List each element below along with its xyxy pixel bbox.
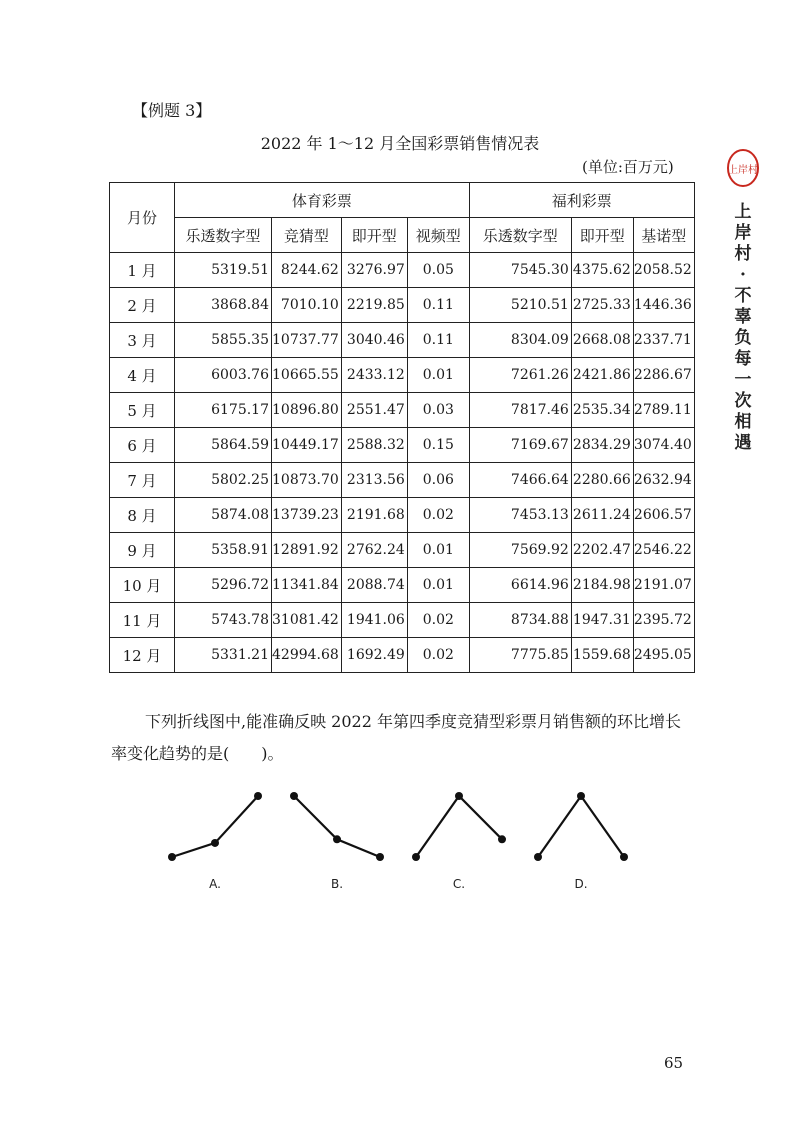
option-label: C. bbox=[452, 877, 466, 891]
table-row bbox=[110, 288, 695, 323]
value-cell: 2551.47 bbox=[341, 393, 407, 428]
value-cell: 10873.70 bbox=[272, 463, 342, 498]
value-cell: 3074.40 bbox=[633, 428, 694, 463]
value-cell: 7010.10 bbox=[272, 288, 342, 323]
value-cell: 1692.49 bbox=[341, 638, 407, 673]
column-header: 即开型 bbox=[341, 218, 407, 253]
value-cell: 7569.92 bbox=[469, 533, 571, 568]
value-cell: 5296.72 bbox=[175, 568, 272, 603]
value-cell: 6003.76 bbox=[175, 358, 272, 393]
value-cell: 5331.21 bbox=[175, 638, 272, 673]
option-chart-c[interactable] bbox=[412, 792, 506, 891]
header-month: 月份 bbox=[110, 183, 175, 253]
month-cell: 6 月 bbox=[110, 428, 175, 463]
value-cell: 0.02 bbox=[407, 638, 469, 673]
table-row bbox=[110, 358, 695, 393]
value-cell: 0.01 bbox=[407, 568, 469, 603]
value-cell: 31081.42 bbox=[272, 603, 342, 638]
header-welfare-lottery: 福利彩票 bbox=[469, 183, 694, 218]
value-cell: 6614.96 bbox=[469, 568, 571, 603]
value-cell: 3040.46 bbox=[341, 323, 407, 358]
question-text bbox=[111, 706, 691, 770]
trend-point bbox=[534, 853, 542, 861]
value-cell: 3276.97 bbox=[341, 253, 407, 288]
value-cell: 2313.56 bbox=[341, 463, 407, 498]
value-cell: 1559.68 bbox=[571, 638, 633, 673]
value-cell: 2611.24 bbox=[571, 498, 633, 533]
table-row bbox=[110, 428, 695, 463]
value-cell: 2606.57 bbox=[633, 498, 694, 533]
value-cell: 5319.51 bbox=[175, 253, 272, 288]
value-cell: 2191.68 bbox=[341, 498, 407, 533]
column-header: 乐透数字型 bbox=[175, 218, 272, 253]
trend-point bbox=[211, 839, 219, 847]
slogan-char: 每 bbox=[734, 349, 752, 369]
trend-point bbox=[577, 792, 585, 800]
example-heading: 【例题 3】 bbox=[132, 101, 212, 120]
lottery-sales-table bbox=[109, 182, 695, 673]
slogan-char: 不 bbox=[734, 286, 752, 306]
trend-point bbox=[333, 835, 341, 843]
value-cell: 7545.30 bbox=[469, 253, 571, 288]
value-cell: 5743.78 bbox=[175, 603, 272, 638]
value-cell: 1941.06 bbox=[341, 603, 407, 638]
column-header: 乐透数字型 bbox=[469, 218, 571, 253]
value-cell: 2632.94 bbox=[633, 463, 694, 498]
value-cell: 6175.17 bbox=[175, 393, 272, 428]
month-cell: 9 月 bbox=[110, 533, 175, 568]
trend-line bbox=[294, 796, 380, 857]
value-cell: 2421.86 bbox=[571, 358, 633, 393]
trend-line bbox=[416, 796, 502, 857]
value-cell: 10896.80 bbox=[272, 393, 342, 428]
side-brand bbox=[723, 148, 763, 454]
value-cell: 2668.08 bbox=[571, 323, 633, 358]
slogan-char: 次 bbox=[734, 391, 752, 411]
value-cell: 5358.91 bbox=[175, 533, 272, 568]
table-title: 2022 年 1～12 月全国彩票销售情况表 bbox=[260, 134, 540, 153]
slogan-char: 负 bbox=[734, 328, 752, 348]
option-label: A. bbox=[209, 877, 221, 891]
value-cell: 0.01 bbox=[407, 533, 469, 568]
value-cell: 0.11 bbox=[407, 288, 469, 323]
month-cell: 1 月 bbox=[110, 253, 175, 288]
value-cell: 2725.33 bbox=[571, 288, 633, 323]
value-cell: 2191.07 bbox=[633, 568, 694, 603]
value-cell: 2834.29 bbox=[571, 428, 633, 463]
value-cell: 5210.51 bbox=[469, 288, 571, 323]
trend-point bbox=[254, 792, 262, 800]
brand-slogan bbox=[723, 202, 763, 454]
value-cell: 13739.23 bbox=[272, 498, 342, 533]
slogan-char: · bbox=[740, 265, 746, 285]
value-cell: 11341.84 bbox=[272, 568, 342, 603]
column-header: 基诺型 bbox=[633, 218, 694, 253]
table-row bbox=[110, 323, 695, 358]
question-line-1: 下列折线图中,能准确反映 2022 年第四季度竞猜型彩票月销售额的环比增长 bbox=[145, 712, 681, 731]
trend-point bbox=[376, 853, 384, 861]
trend-line bbox=[172, 796, 258, 857]
value-cell: 8304.09 bbox=[469, 323, 571, 358]
value-cell: 7453.13 bbox=[469, 498, 571, 533]
value-cell: 10449.17 bbox=[272, 428, 342, 463]
value-cell: 0.03 bbox=[407, 393, 469, 428]
value-cell: 0.01 bbox=[407, 358, 469, 393]
column-header: 竞猜型 bbox=[272, 218, 342, 253]
header-sports-lottery: 体育彩票 bbox=[175, 183, 470, 218]
value-cell: 2495.05 bbox=[633, 638, 694, 673]
slogan-char: 遇 bbox=[734, 433, 752, 453]
value-cell: 10737.77 bbox=[272, 323, 342, 358]
month-cell: 10 月 bbox=[110, 568, 175, 603]
value-cell: 2546.22 bbox=[633, 533, 694, 568]
table-row bbox=[110, 393, 695, 428]
value-cell: 0.02 bbox=[407, 603, 469, 638]
value-cell: 0.11 bbox=[407, 323, 469, 358]
trend-point bbox=[620, 853, 628, 861]
value-cell: 8244.62 bbox=[272, 253, 342, 288]
column-header: 视频型 bbox=[407, 218, 469, 253]
table-row bbox=[110, 498, 695, 533]
slogan-char: 岸 bbox=[734, 223, 752, 243]
value-cell: 2337.71 bbox=[633, 323, 694, 358]
month-cell: 8 月 bbox=[110, 498, 175, 533]
value-cell: 2433.12 bbox=[341, 358, 407, 393]
value-cell: 7169.67 bbox=[469, 428, 571, 463]
value-cell: 2058.52 bbox=[633, 253, 694, 288]
value-cell: 2280.66 bbox=[571, 463, 633, 498]
slogan-char: 上 bbox=[734, 202, 752, 222]
value-cell: 10665.55 bbox=[272, 358, 342, 393]
value-cell: 7817.46 bbox=[469, 393, 571, 428]
option-chart-a[interactable] bbox=[168, 792, 262, 891]
value-cell: 2088.74 bbox=[341, 568, 407, 603]
value-cell: 5802.25 bbox=[175, 463, 272, 498]
trend-point bbox=[168, 853, 176, 861]
month-cell: 5 月 bbox=[110, 393, 175, 428]
value-cell: 0.06 bbox=[407, 463, 469, 498]
option-label: D. bbox=[574, 877, 588, 891]
page-number: 65 bbox=[664, 1054, 684, 1072]
month-cell: 4 月 bbox=[110, 358, 175, 393]
value-cell: 2202.47 bbox=[571, 533, 633, 568]
value-cell: 0.15 bbox=[407, 428, 469, 463]
brand-logo-text: 上岸村 bbox=[728, 165, 758, 176]
value-cell: 8734.88 bbox=[469, 603, 571, 638]
slogan-char: 相 bbox=[734, 412, 752, 432]
trend-point bbox=[498, 835, 506, 843]
value-cell: 7261.26 bbox=[469, 358, 571, 393]
slogan-char: 村 bbox=[734, 244, 752, 264]
table-row bbox=[110, 638, 695, 673]
value-cell: 4375.62 bbox=[571, 253, 633, 288]
month-cell: 11 月 bbox=[110, 603, 175, 638]
trend-point bbox=[290, 792, 298, 800]
value-cell: 1446.36 bbox=[633, 288, 694, 323]
value-cell: 7775.85 bbox=[469, 638, 571, 673]
value-cell: 0.02 bbox=[407, 498, 469, 533]
value-cell: 7466.64 bbox=[469, 463, 571, 498]
value-cell: 42994.68 bbox=[272, 638, 342, 673]
value-cell: 2219.85 bbox=[341, 288, 407, 323]
month-cell: 3 月 bbox=[110, 323, 175, 358]
value-cell: 5855.35 bbox=[175, 323, 272, 358]
option-chart-b[interactable] bbox=[290, 792, 384, 891]
trend-point bbox=[412, 853, 420, 861]
month-cell: 12 月 bbox=[110, 638, 175, 673]
value-cell: 12891.92 bbox=[272, 533, 342, 568]
column-header: 即开型 bbox=[571, 218, 633, 253]
value-cell: 5864.59 bbox=[175, 428, 272, 463]
brand-logo bbox=[725, 148, 761, 188]
answer-options-figure bbox=[0, 770, 800, 900]
table-row bbox=[110, 463, 695, 498]
month-cell: 7 月 bbox=[110, 463, 175, 498]
value-cell: 2184.98 bbox=[571, 568, 633, 603]
trend-line bbox=[538, 796, 624, 857]
option-chart-d[interactable] bbox=[534, 792, 628, 891]
value-cell: 2789.11 bbox=[633, 393, 694, 428]
month-cell: 2 月 bbox=[110, 288, 175, 323]
table-row bbox=[110, 533, 695, 568]
option-label: B. bbox=[330, 877, 344, 891]
value-cell: 2762.24 bbox=[341, 533, 407, 568]
trend-point bbox=[455, 792, 463, 800]
value-cell: 2286.67 bbox=[633, 358, 694, 393]
value-cell: 5874.08 bbox=[175, 498, 272, 533]
question-line-2: 率变化趋势的是( )。 bbox=[111, 744, 284, 763]
slogan-char: 一 bbox=[734, 370, 752, 390]
table-row bbox=[110, 603, 695, 638]
value-cell: 2395.72 bbox=[633, 603, 694, 638]
value-cell: 0.05 bbox=[407, 253, 469, 288]
value-cell: 3868.84 bbox=[175, 288, 272, 323]
table-unit: (单位:百万元) bbox=[582, 158, 674, 176]
value-cell: 2588.32 bbox=[341, 428, 407, 463]
slogan-char: 辜 bbox=[734, 307, 752, 327]
value-cell: 2535.34 bbox=[571, 393, 633, 428]
value-cell: 1947.31 bbox=[571, 603, 633, 638]
table-row bbox=[110, 253, 695, 288]
table-row bbox=[110, 568, 695, 603]
